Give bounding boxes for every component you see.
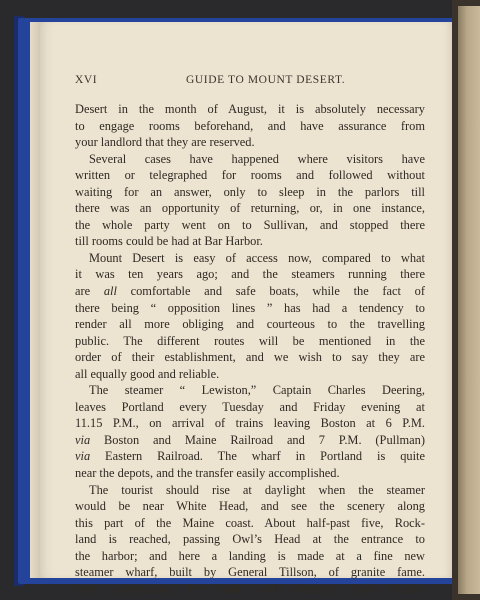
text-line (75, 333, 425, 350)
text-run: Boston and Maine Railroad and 7 P.M. (Pullman) (90, 432, 425, 447)
text-run: leaves Portland every Tuesday and Friday evening at (75, 399, 425, 414)
text-line (75, 465, 425, 482)
text-run: there was an opportunity of returning, or, in one instance, (75, 201, 425, 216)
text-run: Mount Desert is easy of access now, compared to what (89, 250, 425, 265)
text-run: till rooms could be had at Bar Harbor. (75, 234, 263, 249)
text-run: the harbor; and here a landing is made at a fine new (75, 548, 425, 563)
text-run: The tourist should rise at daylight when the steamer (89, 482, 425, 497)
italic-run: via (75, 449, 91, 464)
text-run: public. The different routes will be mentioned in the (75, 333, 425, 348)
text-line (75, 382, 425, 399)
text-run: comfortable and safe boats, while the fact of (116, 284, 425, 299)
text-line (75, 316, 425, 333)
text-line (75, 415, 425, 432)
facing-page-strip (458, 6, 480, 594)
text-line (75, 134, 425, 151)
text-line (75, 184, 425, 201)
text-line (75, 531, 425, 548)
text-run: to engage rooms beforehand, and have assurance from (75, 118, 425, 133)
text-line (75, 399, 425, 416)
text-run: are (75, 284, 104, 299)
text-run: 11.15 P.M., on arrival of trains leaving Boston at 6 P.M. (75, 416, 425, 431)
text-run: Eastern Railroad. The wharf in Portland is quite (90, 449, 425, 464)
text-run: it was ten years ago; and the steamers running there (75, 267, 425, 282)
text-line (75, 200, 425, 217)
text-run: all equally good and reliable. (75, 366, 220, 381)
text-run: this part of the Maine coast. About half-past five, Rock- (75, 515, 425, 530)
text-run: render all more obliging and courteous to the travelling (75, 317, 425, 332)
text-line (75, 564, 425, 581)
text-run: near the depots, and the transfer easily accomplished. (75, 466, 340, 481)
text-run: your landlord that they are reserved. (75, 135, 255, 150)
text-run: there being “ opposition lines ” has had a tendency to (75, 300, 425, 315)
text-line (75, 266, 425, 283)
text-line (75, 283, 425, 300)
text-line (75, 581, 425, 598)
text-run: would be near White Head, and see the scenery along (75, 499, 425, 514)
italic-run: via (75, 432, 91, 447)
text-line (75, 432, 425, 449)
text-line (75, 250, 425, 267)
page-number: XVI (75, 74, 98, 86)
text-run: steamer wharf, built by General Tillson, of granite fame. (75, 565, 425, 580)
facing-page-edge (452, 0, 480, 600)
text-run: written or telegraphed for rooms and followed without (75, 168, 425, 183)
text-run: waiting for an answer, only to sleep in the parlors till (75, 184, 425, 199)
text-run: Here connections are made with steamers from Boston (75, 581, 425, 596)
text-line (75, 233, 425, 250)
page-header (75, 74, 425, 90)
text-line (75, 498, 425, 515)
text-line (75, 366, 425, 383)
text-line (75, 482, 425, 499)
text-line (75, 448, 425, 465)
text-line (75, 151, 425, 168)
text-line (75, 515, 425, 532)
text-line (75, 300, 425, 317)
body-text (75, 101, 425, 597)
text-run: the whole party went on to Sullivan, and stopped there (75, 217, 425, 232)
text-run: Desert in the month of August, it is absolutely necessary (75, 102, 425, 116)
italic-run: all (103, 284, 117, 299)
text-run: Several cases have happened where visitors have (89, 151, 425, 166)
running-title: GUIDE TO MOUNT DESERT. (186, 74, 346, 86)
text-run: The steamer “ Lewiston,” Captain Charles Deering, (89, 383, 425, 398)
text-line (75, 217, 425, 234)
text-line (75, 118, 425, 135)
text-run: land is reached, passing Owl’s Head at the entrance to (75, 532, 425, 547)
text-line (75, 349, 425, 366)
text-line (75, 101, 425, 118)
text-line (75, 548, 425, 565)
text-run: order of their establishment, and we wish to say they are (75, 350, 425, 365)
text-line (75, 167, 425, 184)
